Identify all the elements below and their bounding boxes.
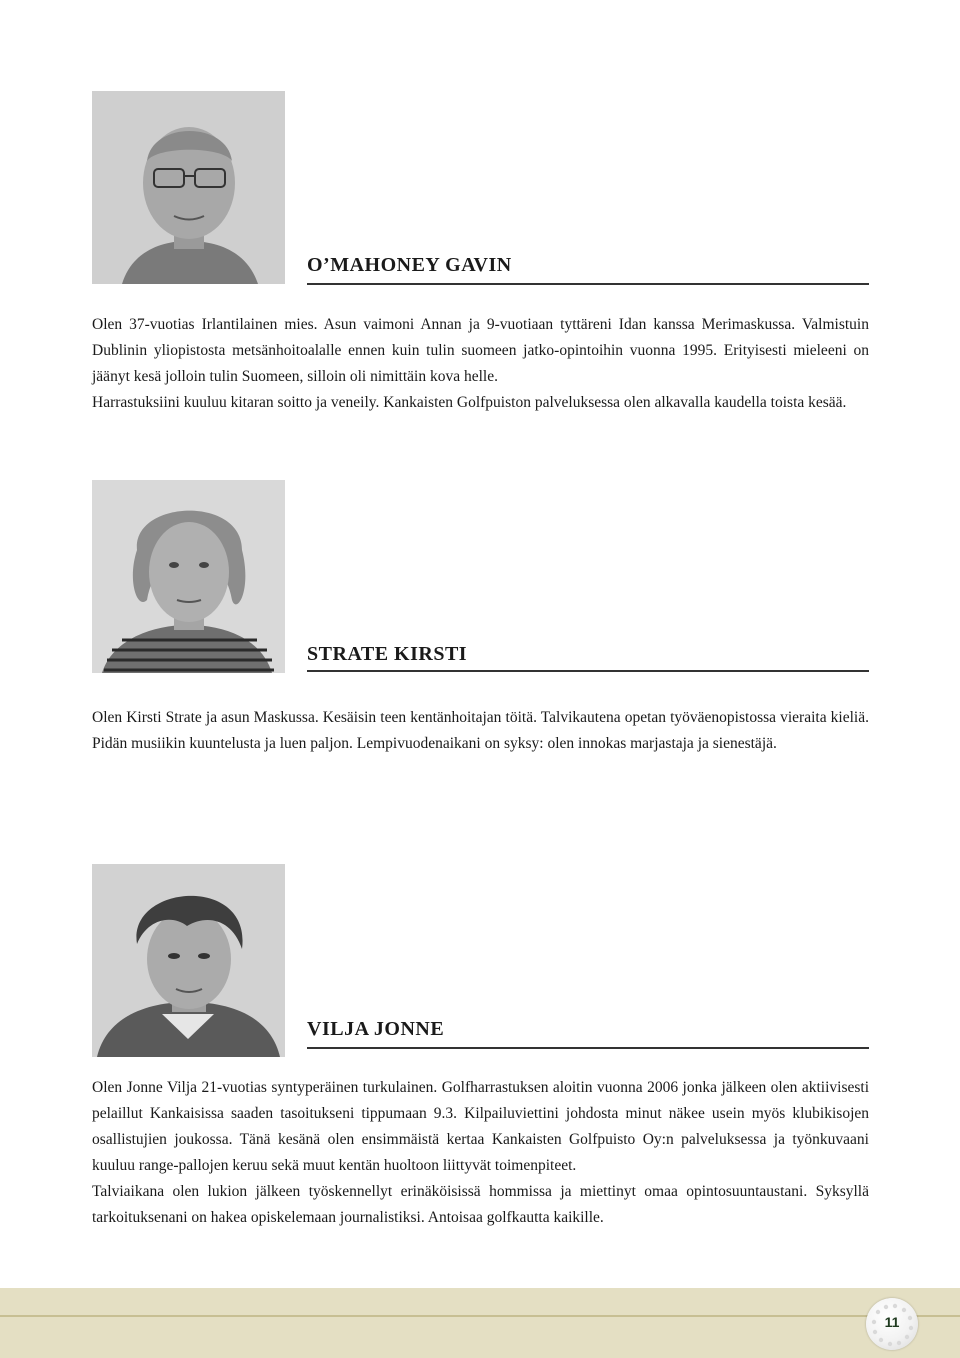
footer-band xyxy=(0,1288,960,1358)
name-underline xyxy=(307,283,869,285)
name-underline xyxy=(307,1047,869,1049)
bio-paragraph: Harrastuksiini kuuluu kitaran soitto ja veneily. Kankaisten Golfpuiston palveluksessa olen alkavalla kaudella toista kesää. xyxy=(92,394,847,411)
person-name: O’MAHONEY GAVIN xyxy=(307,254,512,276)
person-name: VILJA JONNE xyxy=(307,1018,445,1040)
portrait-photo-kirsti xyxy=(92,480,285,673)
portrait-photo-jonne xyxy=(92,864,285,1057)
bio-paragraph: Olen Kirsti Strate ja asun Maskussa. Kesäisin teen kentänhoitajan töitä. Talvikautena opetan työväenopistossa vieraita kieliä. Pidän musiikin kuuntelusta ja luen paljon. Lempivuodenaikani on syksy: olen innokas marjastaja ja sienestäjä. xyxy=(92,709,869,752)
bio-paragraph: Olen 37-vuotias Irlantilainen mies. Asun vaimoni Annan ja 9-vuotiaan tyttäreni Idan kanssa Merimaskussa. Valmistuin Dublinin yliopistosta metsänhoitoalalle ennen kuin tulin suomeen jatko-opintoihin vuonna 1995. Erityisesti mieleeni on jäänyt kesä jolloin tulin Suomeen, silloin oli nimittäin kova helle. xyxy=(92,316,869,385)
page-number: 11 xyxy=(884,1314,900,1330)
bio-paragraph: Olen Jonne Vilja 21-vuotias syntyperäinen turkulainen. Golfharrastuksen aloitin vuonna 2006 jonka jälkeen olen aktiivisesti pelaillut Kankaisissa saaden tasoitukseni tippumaan 9.3. Kilpailuviettini johdosta minut näkee usein myös klubikisojen osallistujien joukossa. Tänä kesänä olen ensimmäistä kertaa Kankaisten Golfpuisto Oy:n palveluksessa ja työnkuvaani kuuluu range-pallojen keruu sekä muut kentän huoltoon liittyvät toimenpiteet. xyxy=(92,1079,869,1174)
person-name: STRATE KIRSTI xyxy=(307,643,468,665)
person-bio xyxy=(92,1075,869,1231)
bio-paragraph: Talviaikana olen lukion jälkeen työskennellyt erinäköisissä hommissa ja miettinyt omaa opintosuuntaustani. Syksyllä tarkoituksenani on hakea opiskelemaan journalistiksi. Antoisaa golfkautta kaikille. xyxy=(92,1183,869,1226)
person-bio xyxy=(92,312,869,416)
footer-divider xyxy=(0,1315,960,1317)
portrait-photo-gavin xyxy=(92,91,285,284)
name-underline xyxy=(307,670,869,672)
person-bio xyxy=(92,705,869,757)
golf-ball-icon xyxy=(866,1298,918,1350)
